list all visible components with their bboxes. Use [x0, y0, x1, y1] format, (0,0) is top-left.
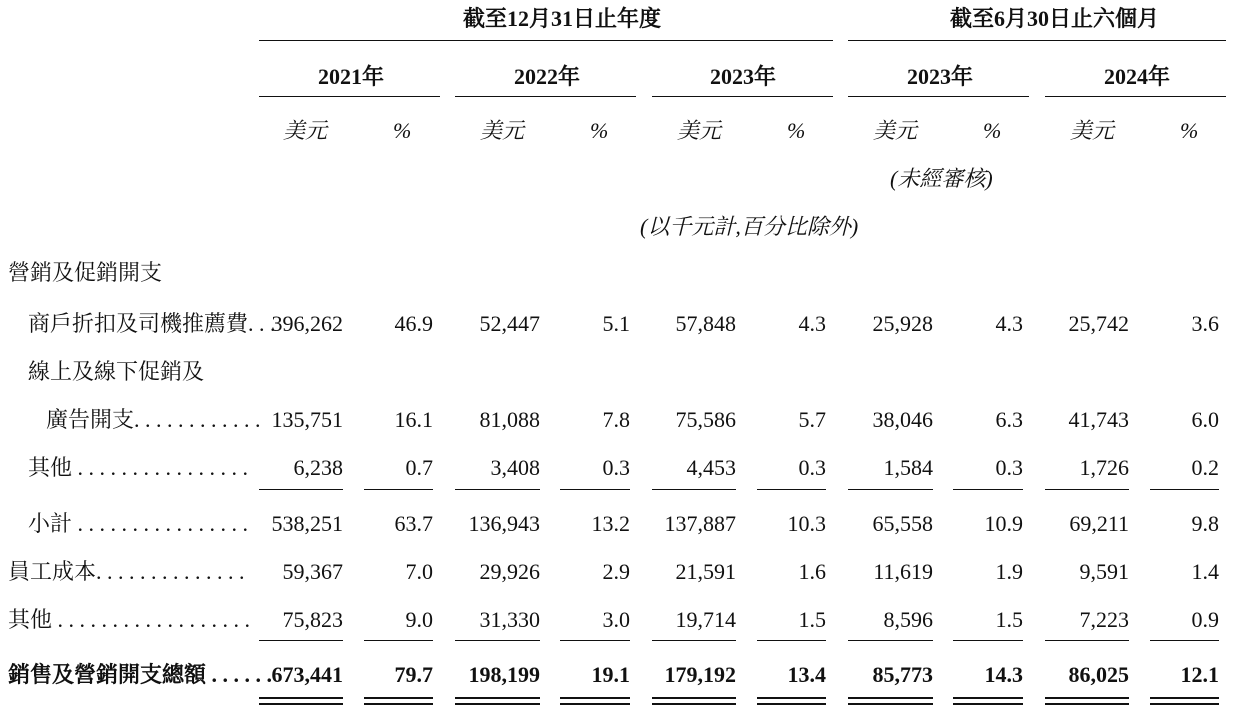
row-label: 其他 . . . . . . . . . . . . . . . . . .: [8, 607, 251, 632]
unaudited-note: (未經審核): [890, 166, 993, 191]
divider: [848, 697, 933, 699]
row-label: 線上及線下促銷及: [28, 359, 205, 384]
divider: [953, 489, 1023, 490]
amount-cell: 19,714: [675, 607, 736, 632]
divider: [560, 489, 630, 490]
percent-cell: 0.2: [1191, 455, 1219, 480]
divider: [848, 640, 933, 641]
divider: [953, 640, 1023, 641]
amount-cell: 25,928: [872, 311, 933, 336]
percent-cell: 14.3: [984, 662, 1023, 687]
amount-cell: 59,367: [282, 559, 343, 584]
amount-cell: 4,453: [686, 455, 736, 480]
amount-cell: 1,584: [883, 455, 933, 480]
divider: [1045, 697, 1129, 699]
unit-pct: %: [590, 118, 609, 143]
row-label: 營銷及促銷開支: [8, 260, 163, 285]
percent-cell: 13.4: [787, 662, 826, 687]
divider: [259, 96, 440, 97]
percent-cell: 19.1: [591, 662, 630, 687]
row-label: 商戶折扣及司機推薦費. . .: [28, 311, 276, 336]
amount-cell: 179,192: [664, 662, 736, 687]
divider: [259, 489, 343, 490]
divider: [259, 697, 343, 699]
divider: [757, 697, 826, 699]
divider: [1150, 489, 1219, 490]
divider: [1045, 703, 1129, 705]
unit-usd: 美元: [873, 118, 918, 143]
divider: [652, 96, 833, 97]
divider: [364, 489, 433, 490]
percent-cell: 1.4: [1191, 559, 1219, 584]
divider: [1045, 96, 1226, 97]
amount-cell: 75,823: [282, 607, 343, 632]
percent-cell: 9.8: [1191, 511, 1219, 536]
amount-cell: 81,088: [479, 407, 540, 432]
units-note: (以千元計,百分比除外): [640, 214, 859, 239]
amount-cell: 52,447: [479, 311, 540, 336]
amount-cell: 25,742: [1068, 311, 1129, 336]
divider: [848, 96, 1029, 97]
percent-cell: 6.3: [995, 407, 1023, 432]
percent-cell: 13.2: [591, 511, 630, 536]
percent-cell: 79.7: [394, 662, 433, 687]
amount-cell: 41,743: [1068, 407, 1129, 432]
row-label: 廣告開支. . . . . . . . . . . .: [46, 407, 261, 432]
amount-cell: 396,262: [271, 311, 343, 336]
percent-cell: 9.0: [405, 607, 433, 632]
percent-cell: 6.0: [1191, 407, 1219, 432]
divider: [364, 703, 433, 705]
amount-cell: 7,223: [1079, 607, 1129, 632]
amount-cell: 21,591: [675, 559, 736, 584]
percent-cell: 10.9: [984, 511, 1023, 536]
unit-usd: 美元: [480, 118, 525, 143]
divider: [560, 703, 630, 705]
divider: [455, 697, 540, 699]
year-2024-h1: 2024年: [1104, 64, 1171, 89]
divider: [953, 703, 1023, 705]
percent-cell: 0.3: [995, 455, 1023, 480]
divider: [1150, 640, 1219, 641]
amount-cell: 75,586: [675, 407, 736, 432]
amount-cell: 538,251: [271, 511, 343, 536]
divider: [652, 703, 736, 705]
divider: [455, 703, 540, 705]
percent-cell: 0.3: [798, 455, 826, 480]
divider: [953, 697, 1023, 699]
amount-cell: 86,025: [1068, 662, 1129, 687]
divider: [848, 40, 1226, 41]
amount-cell: 6,238: [293, 455, 343, 480]
unit-usd: 美元: [677, 118, 722, 143]
divider: [560, 640, 630, 641]
amount-cell: 29,926: [479, 559, 540, 584]
percent-cell: 7.8: [602, 407, 630, 432]
amount-cell: 198,199: [468, 662, 540, 687]
divider: [1045, 640, 1129, 641]
header-group-half-year: 截至6月30日止六個月: [950, 6, 1160, 31]
divider: [364, 697, 433, 699]
amount-cell: 137,887: [664, 511, 736, 536]
unit-usd: 美元: [1070, 118, 1115, 143]
divider: [1150, 703, 1219, 705]
divider: [1045, 489, 1129, 490]
unit-pct: %: [393, 118, 412, 143]
divider: [652, 489, 736, 490]
year-2023: 2023年: [710, 64, 777, 89]
amount-cell: 31,330: [479, 607, 540, 632]
amount-cell: 9,591: [1079, 559, 1129, 584]
percent-cell: 1.9: [995, 559, 1023, 584]
percent-cell: 1.5: [798, 607, 826, 632]
percent-cell: 1.5: [995, 607, 1023, 632]
percent-cell: 0.9: [1191, 607, 1219, 632]
divider: [455, 96, 636, 97]
divider: [757, 703, 826, 705]
percent-cell: 63.7: [394, 511, 433, 536]
unit-pct: %: [1180, 118, 1199, 143]
divider: [455, 489, 540, 490]
row-label: 小計 . . . . . . . . . . . . . . . .: [28, 511, 249, 536]
percent-cell: 0.3: [602, 455, 630, 480]
row-label: 員工成本. . . . . . . . . . . . . .: [8, 559, 245, 584]
divider: [455, 640, 540, 641]
amount-cell: 57,848: [675, 311, 736, 336]
row-label-total: 銷售及營銷開支總額 . . . . . .: [8, 662, 273, 687]
divider: [1150, 697, 1219, 699]
unit-usd: 美元: [283, 118, 328, 143]
percent-cell: 7.0: [405, 559, 433, 584]
percent-cell: 2.9: [602, 559, 630, 584]
percent-cell: 0.7: [405, 455, 433, 480]
amount-cell: 85,773: [872, 662, 933, 687]
divider: [652, 697, 736, 699]
divider: [364, 640, 433, 641]
divider: [259, 40, 833, 41]
percent-cell: 4.3: [995, 311, 1023, 336]
amount-cell: 11,619: [873, 559, 933, 584]
amount-cell: 1,726: [1079, 455, 1129, 480]
row-label: 其他 . . . . . . . . . . . . . . . .: [28, 455, 249, 480]
amount-cell: 65,558: [872, 511, 933, 536]
percent-cell: 3.6: [1191, 311, 1219, 336]
percent-cell: 10.3: [787, 511, 826, 536]
amount-cell: 3,408: [490, 455, 540, 480]
percent-cell: 1.6: [798, 559, 826, 584]
percent-cell: 3.0: [602, 607, 630, 632]
divider: [757, 640, 826, 641]
amount-cell: 8,596: [883, 607, 933, 632]
divider: [848, 489, 933, 490]
year-2023-h1: 2023年: [907, 64, 974, 89]
unit-pct: %: [983, 118, 1002, 143]
divider: [848, 703, 933, 705]
percent-cell: 46.9: [394, 311, 433, 336]
percent-cell: 4.3: [798, 311, 826, 336]
percent-cell: 12.1: [1180, 662, 1219, 687]
year-2021: 2021年: [318, 64, 385, 89]
amount-cell: 673,441: [271, 662, 343, 687]
unit-pct: %: [787, 118, 806, 143]
divider: [757, 489, 826, 490]
amount-cell: 135,751: [271, 407, 343, 432]
divider: [259, 640, 343, 641]
year-2022: 2022年: [514, 64, 581, 89]
header-group-annual: 截至12月31日止年度: [463, 6, 662, 31]
amount-cell: 136,943: [468, 511, 540, 536]
divider: [652, 640, 736, 641]
amount-cell: 69,211: [1069, 511, 1129, 536]
amount-cell: 38,046: [872, 407, 933, 432]
percent-cell: 5.1: [602, 311, 630, 336]
divider: [259, 703, 343, 705]
divider: [560, 697, 630, 699]
percent-cell: 16.1: [394, 407, 433, 432]
percent-cell: 5.7: [798, 407, 826, 432]
